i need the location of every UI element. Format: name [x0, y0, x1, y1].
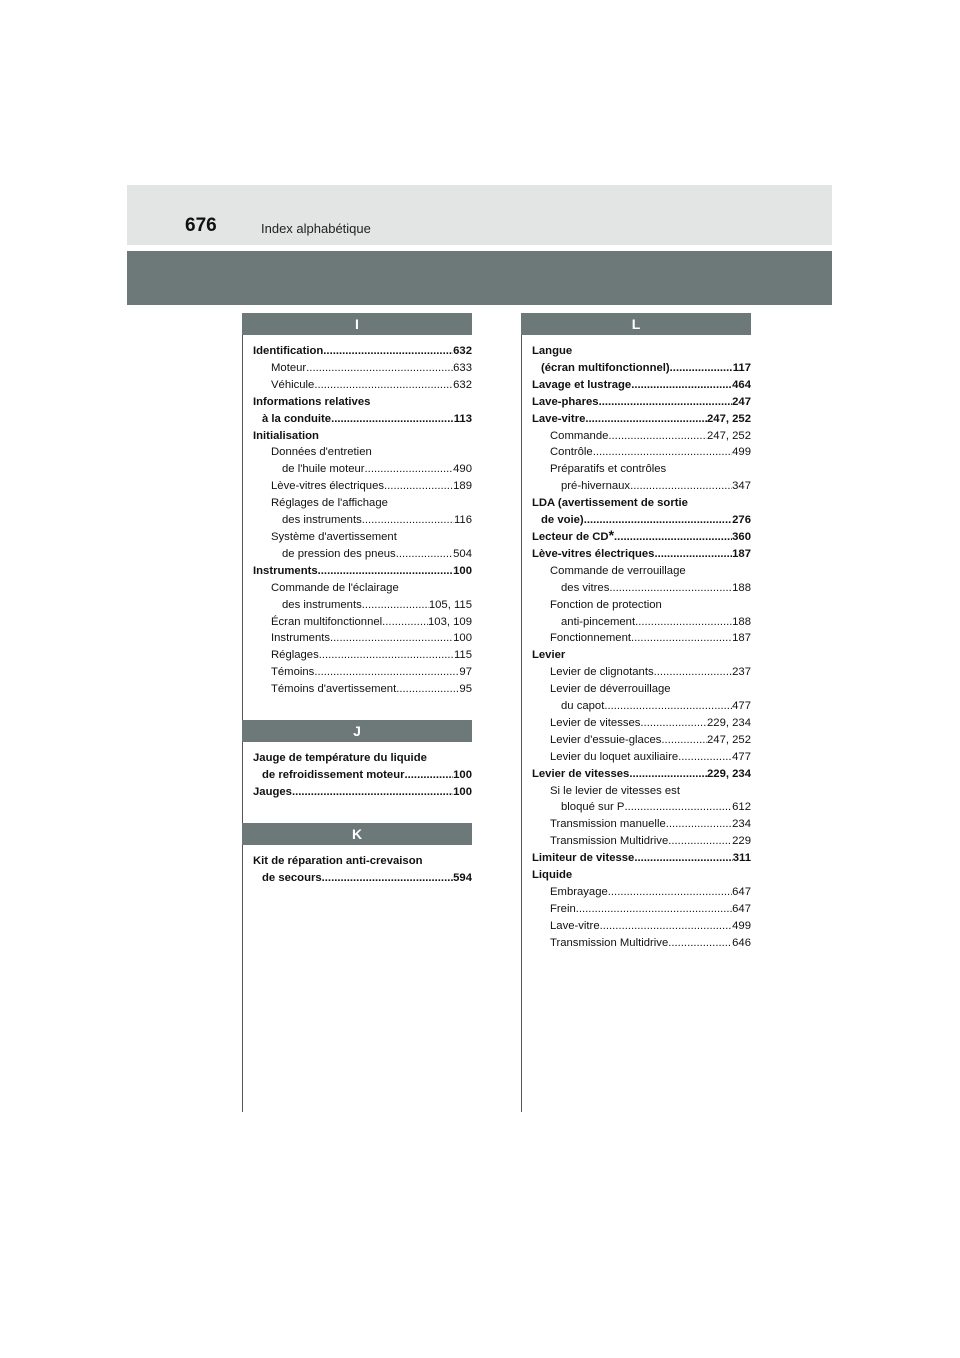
index-entry: Levier de clignotants ..... 237 [532, 664, 751, 681]
index-entry: Lave-vitre ..... 247, 252 [532, 411, 751, 428]
index-entry: Embrayage ..... 647 [532, 884, 751, 901]
index-entry: Lève-vitres électriques ..... 187 [532, 546, 751, 563]
index-entry: Témoins ..... 97 [253, 664, 472, 681]
index-entry: Transmission Multidrive ..... 229 [532, 833, 751, 850]
index-entry: des vitres ..... 188 [532, 580, 751, 597]
index-entry: (écran multifonctionnel) ..... 117 [532, 360, 751, 377]
index-entry: Réglages ..... 115 [253, 647, 472, 664]
index-entry: de voie) ..... 276 [532, 512, 751, 529]
index-entry: Jauge de température du liquide [253, 752, 427, 765]
index-entry: Levier de déverrouillage [550, 683, 671, 696]
index-entry: du capot ..... 477 [532, 698, 751, 715]
section-i-entries [242, 343, 472, 698]
index-entry: Si le levier de vitesses est [550, 784, 680, 797]
section-letter-l: L [521, 313, 751, 335]
index-entry: Instruments ..... 100 [253, 563, 472, 580]
index-entry: des instruments ..... 105, 115 [253, 597, 472, 614]
page-number: 676 [185, 215, 217, 236]
index-entry: Données d'entretien [271, 446, 372, 459]
index-entry: Identification ..... 632 [253, 343, 472, 360]
index-entry: de l'huile moteur ..... 490 [253, 461, 472, 478]
index-entry: Réglages de l'affichage [271, 497, 388, 510]
index-entry: Commande ..... 247, 252 [532, 428, 751, 445]
index-entry: anti-pincement ..... 188 [532, 614, 751, 631]
index-entry: Levier du loquet auxiliaire ..... 477 [532, 749, 751, 766]
index-entry: Écran multifonctionnel ..... 103, 109 [253, 614, 472, 631]
index-entry: Informations relatives [253, 395, 371, 408]
index-entry: Levier de vitesses ..... 229, 234 [532, 715, 751, 732]
index-entry: Témoins d'avertissement ..... 95 [253, 681, 472, 698]
index-entry: Initialisation [253, 429, 319, 442]
index-entry: Transmission manuelle ..... 234 [532, 816, 751, 833]
index-entry: Levier d'essuie-glaces ..... 247, 252 [532, 732, 751, 749]
index-entry: bloqué sur P ..... 612 [532, 799, 751, 816]
index-entry: de pression des pneus ..... 504 [253, 546, 472, 563]
index-entry: à la conduite ..... 113 [253, 411, 472, 428]
index-entry: Commande de l'éclairage [271, 581, 399, 594]
index-entry: des instruments ..... 116 [253, 512, 472, 529]
section-letter-i: I [242, 313, 472, 335]
index-entry: Lave-vitre ..... 499 [532, 918, 751, 935]
index-entry: Transmission Multidrive ..... 646 [532, 935, 751, 952]
section-letter-k: K [242, 823, 472, 845]
index-column-left [242, 313, 472, 887]
section-l-entries [521, 343, 751, 952]
section-j-entries [242, 750, 472, 801]
index-entry: Lavage et lustrage ..... 464 [532, 377, 751, 394]
index-entry: de secours ..... 594 [253, 870, 472, 887]
index-entry: Véhicule ..... 632 [253, 377, 472, 394]
index-entry: Kit de réparation anti-crevaison [253, 854, 423, 867]
index-entry: Lecteur de CD * ..... 360 [532, 529, 751, 546]
page-header [127, 185, 832, 245]
index-entry: Système d'avertissement [271, 530, 397, 543]
index-entry: Fonctionnement ..... 187 [532, 630, 751, 647]
index-entry: Commande de verrouillage [550, 564, 686, 577]
index-column-right [521, 313, 751, 952]
index-entry: Lève-vitres électriques ..... 189 [253, 478, 472, 495]
index-entry: Moteur ..... 633 [253, 360, 472, 377]
index-entry: Levier de vitesses ..... 229, 234 [532, 766, 751, 783]
index-entry: Fonction de protection [550, 598, 662, 611]
index-entry: LDA (avertissement de sortie [532, 497, 688, 510]
index-entry: Lave-phares ..... 247 [532, 394, 751, 411]
index-entry: Jauges ..... 100 [253, 784, 472, 801]
index-entry: Instruments ..... 100 [253, 630, 472, 647]
index-entry: Frein ..... 647 [532, 901, 751, 918]
index-entry: Liquide [532, 869, 573, 882]
index-entry: Langue [532, 345, 573, 357]
index-entry: pré-hivernaux ..... 347 [532, 478, 751, 495]
header-band [127, 251, 832, 305]
section-k-entries [242, 853, 472, 887]
index-entry: Limiteur de vitesse ..... 311 [532, 850, 751, 867]
section-letter-j: J [242, 720, 472, 742]
page-title: Index alphabétique [261, 221, 371, 236]
index-entry: de refroidissement moteur ..... 100 [253, 767, 472, 784]
index-entry: Préparatifs et contrôles [550, 463, 667, 476]
index-entry: Contrôle ..... 499 [532, 444, 751, 461]
index-entry: Levier [532, 649, 566, 662]
